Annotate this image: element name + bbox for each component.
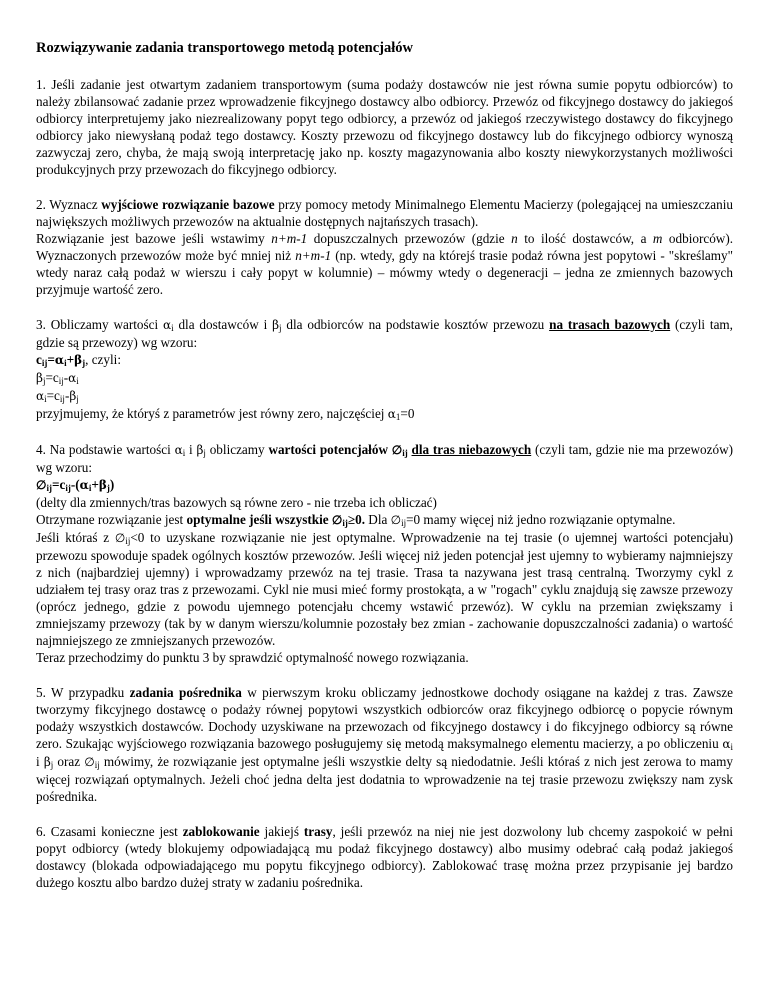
formula-cost: $c_{ij}=\alpha_i+\beta_j$ — [36, 352, 86, 368]
subscript: ij — [401, 518, 407, 528]
paragraph-1 — [36, 76, 733, 178]
p4-text: Dla — [365, 512, 391, 527]
p4-bold-term: wartości potencjałów $\emptyset_{ij}$ — [268, 442, 408, 458]
subscript: i — [171, 323, 174, 333]
p4-text: i — [185, 442, 197, 457]
p2-intro: 2. Wyznacz — [36, 197, 102, 212]
alpha-symbol: α — [387, 407, 396, 421]
paragraph-5 — [36, 684, 733, 805]
p4-text: obliczamy — [205, 442, 269, 457]
p6-bold-term: trasy — [303, 824, 333, 839]
formula-potential: $\emptyset_{ij}=c_{ij}-(\alpha_i+\beta_j)$ — [36, 477, 115, 493]
p5-text: mówimy, że rozwiązanie jest optymalne jeśli wszystkie delty są niedodatnie. Jeśli któraś z nich jest zerowa to mamy więcej rozwiązań optymalnych. Jeżeli choć jedna delta jest dodatnia to wprowadzenie na tej trasie przewozu zwiększy nam zysk pośrednika. — [36, 754, 733, 804]
p3-text: 3. Obliczamy wartości — [36, 317, 163, 332]
p5-bold-term: zadania pośrednika — [129, 685, 242, 700]
subscript: j — [279, 323, 282, 333]
p2-text: Rozwiązanie jest bazowe jeśli wstawimy — [36, 231, 272, 246]
p2-var-n: n — [511, 231, 518, 246]
subscript: 1 — [395, 412, 401, 422]
p3-text: dla odbiorców na podstawie kosztów przewozu — [281, 317, 550, 332]
paragraph-6 — [36, 823, 733, 891]
alpha-symbol: α — [174, 443, 183, 457]
subscript: j — [203, 448, 206, 458]
p3-underlined-term: na trasach bazowych — [549, 317, 671, 332]
delta-symbol: ∅ — [390, 513, 402, 527]
beta-symbol: β — [272, 318, 280, 332]
p5-text: 5. W przypadku — [36, 685, 130, 700]
p3-text: przyjmujemy, że któryś z parametrów jest równy zero, najczęściej — [36, 406, 388, 421]
paragraph-2 — [36, 196, 733, 298]
p2-text: (np. wtedy, gdy na którejś trasie podaż równa jest popytowi - "skreślamy" wtedy naraz całą podaż w wierszu i cały popyt w kolumnie) – mówmy wtedy o degeneracji – jedna ze zmiennych bazowych przyjmuje wartość zero. — [36, 248, 733, 297]
p2-var-m: m — [652, 231, 663, 246]
alpha-symbol: α — [722, 737, 731, 751]
p2-bold-term: wyjściowe rozwiązanie bazowe — [101, 197, 275, 212]
p4-text: Teraz przechodzimy do punktu 3 by sprawdzić optymalność nowego rozwiązania. — [36, 650, 469, 665]
p2-intro-rest: przy pomocy metody Minimalnego Elementu Macierzy (polegającej na umieszczaniu największych możliwych przewozów na aktualnie dostępnych najtańszych trasach). — [36, 197, 733, 229]
p5-text: w pierwszym kroku obliczamy jednostkowe dochody osiągane na każdej z tras. Zawsze tworzymy fikcyjnego dostawcę o podaży równej popytowi wszystkich odbiorców oraz fikcyjnego odbiorcę o popycie równym podaży wszystkich dostawców. Dochody uzyskiwane na przewozach od fikcyjnego dostawcy i do fikcyjnego odbiorcy są równe zero. Szukając wyjściowego rozwiązania bazowego posługujemy się metodą maksymalnego elementu macierzy, a po obliczeniu — [36, 685, 733, 751]
subscript: ij — [94, 760, 100, 770]
p4-note: (delty dla zmiennych/tras bazowych są równe zero - nie trzeba ich obliczać) — [36, 495, 437, 510]
paragraph-3 — [36, 316, 733, 423]
p3-text: , czyli: — [85, 352, 121, 367]
p2-text: odbiorców). Wyznaczonych przewozów może być mniej niż — [36, 231, 734, 263]
p2-formula: n+m-1 — [295, 248, 332, 263]
formula-beta: $\beta_j=c_{ij}-\alpha_i$ — [36, 370, 79, 386]
p4-text: 4. Na podstawie wartości — [36, 442, 175, 457]
p2-text: to ilość dostawców, a — [517, 231, 653, 246]
p4-text: Jeśli któraś z — [36, 530, 115, 545]
p3-text: =0 — [400, 406, 415, 421]
p4-optimal-condition: optymalne jeśli wszystkie $\emptyset_{ij}\ge 0$. — [186, 512, 365, 528]
p6-bold-term: zablokowanie — [182, 824, 260, 839]
delta-symbol: ∅ — [114, 531, 126, 545]
p3-text: (czyli tam, gdzie są przewozy) wg wzoru: — [36, 317, 733, 350]
document-title: Rozwiązywanie zadania transportowego metodą potencjałów — [36, 40, 413, 56]
p4-underlined-term: dla tras niebazowych — [411, 442, 532, 457]
subscript: i — [730, 742, 733, 752]
beta-symbol: β — [196, 443, 204, 457]
p5-text: i — [36, 754, 44, 769]
paragraph-4 — [36, 441, 733, 666]
p5-text: oraz — [53, 754, 85, 769]
p3-text: dla dostawców i — [173, 317, 273, 332]
p6-text: jakiejś — [259, 824, 304, 839]
alpha-symbol: α — [162, 318, 172, 332]
formula-alpha: $\alpha_i=c_{ij}-\beta_j$ — [36, 388, 79, 404]
p2-formula: n+m-1 — [271, 231, 308, 246]
subscript: ij — [125, 536, 131, 546]
beta-symbol: β — [43, 755, 51, 769]
p4-text: <0 to uzyskane rozwiązanie nie jest optymalne. Wprowadzenie na tej trasie (o ujemnej wartości potencjału) przewozu spowoduje spadek ogólnych kosztów przewozów. Jeśli więcej niż jeden potencjał jest ujemny to wybieramy najmniejszy z nich (najbardziej ujemny) i wprowadzamy przewóz na tej trasie. Trasa ta nazywana jest trasą centralną. Tworzymy cykl z udziałem tej trasy oraz tras z przewozami. Cykl nie musi mieć formy prostokąta, a w "rogach" cyklu znajdują się zawsze przewozy (oprócz jednego, gdzie z powodu ujemnego potencjału chcemy wstawić przewóz). W cyklu na przemian zwiększamy i zmniejszamy przewozy (tak by w danym wierszu/kolumnie pozostały bez zmian - zachowanie dopuszczalności zadania) o wartość najmniejszego ze zmniejszanych przewozów. — [36, 530, 733, 648]
delta-symbol: ∅ — [84, 755, 95, 769]
p6-text: , jeśli przewóz na niej nie jest dozwolony lub chcemy zaspokoić w pełni popyt odbiorcy (wtedy blokujemy odpowiadającą mu podaż fikcyjnego dostawcy) albo musimy odebrać całą podaż jakiegoś dostawcy (blokada odpowiadającego mu popytu fikcyjnego odbiorcy). Zablokować trasę można przez przypisanie jej bardzo dużego kosztu albo bardzo dużej straty w zadaniu pośrednika. — [36, 824, 733, 890]
subscript: j — [50, 760, 54, 770]
paragraph-1-text: 1. Jeśli zadanie jest otwartym zadaniem transportowym (suma podaży dostawców nie jest równa sumie popytu odbiorców) to należy zbilansować zadanie przez wprowadzenie fikcyjnego dostawcy albo odbiorcy. Przewóz od fikcyjnego dostawcy do jakiegoś odbiorcy interpretujemy jako niezrealizowany popyt tego odbiorcy, a przewóz od jakiegoś rzeczywistego dostawcy do fikcyjnego odbiorcy jako niewysłaną podaż tego dostawcy. Koszty przewozu od fikcyjnego dostawcy lub do fikcyjnego odbiorcy wynoszą zazwyczaj zero, chyba, że mają swoją interpretację jako np. koszty magazynowania albo koszty niewykorzystanych możliwości produkcyjnych przy przewozach do fikcyjnego odbiorcy. — [36, 77, 733, 177]
p4-text: (czyli tam, gdzie nie ma przewozów) wg wzoru: — [36, 442, 734, 475]
p4-text: Otrzymane rozwiązanie jest — [36, 512, 187, 527]
p4-text: =0 mamy więcej niż jedno rozwiązanie optymalne. — [406, 512, 676, 527]
subscript: i — [182, 448, 186, 458]
p2-text: dopuszczalnych przewozów (gdzie — [307, 231, 512, 246]
p6-text: 6. Czasami konieczne jest — [36, 824, 183, 839]
